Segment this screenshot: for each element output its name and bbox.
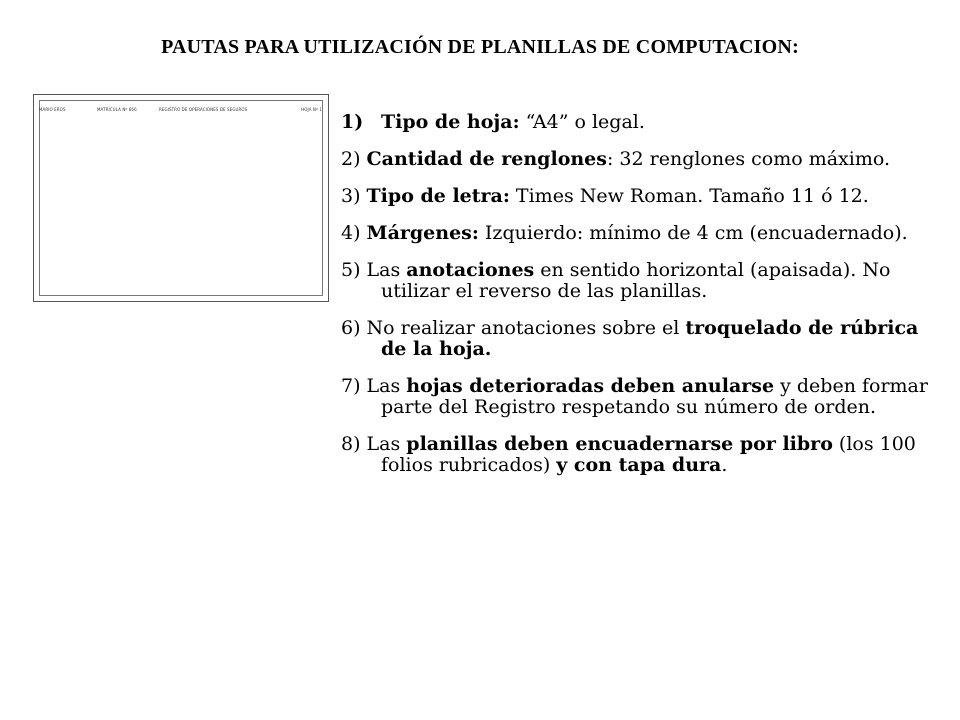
sheet-header-hoja: HOJA Nº 1 [301,107,322,112]
sheet-inner-border [39,100,323,296]
sheet-header [39,107,322,115]
page-title: PAUTAS PARA UTILIZACIÓN DE PLANILLAS DE COMPUTACION: [161,36,799,58]
sample-sheet-image [33,94,329,302]
guideline-item-6: 6) No realizar anotaciones sobre el troquelado de rúbrica de la hoja. [341,317,919,360]
guideline-item-2: 2) Cantidad de renglones: 32 renglones como máximo. [341,148,891,170]
guideline-item-3: 3) Tipo de letra: Times New Roman. Tamaño 11 ó 12. [341,185,869,207]
guidelines-list [341,112,941,492]
guideline-item-4: 4) Márgenes: Izquierdo: mínimo de 4 cm (encuadernado). [341,222,908,244]
guideline-item-8: 8) Las planillas deben encuadernarse por libro (los 100 folios rubricados) y con tapa dura. [341,433,916,476]
guideline-item-7: 7) Las hojas deterioradas deben anularse y deben formar parte del Registro respetando su número de orden. [341,375,928,418]
sheet-header-registro: REGISTRO DE OPERACIONES DE SEGUROS [159,107,248,112]
sheet-header-name: MARIO EROS [39,107,66,112]
sheet-header-matricula: MATRICULA Nº 666 [97,107,137,112]
guideline-item-5: 5) Las anotaciones en sentido horizontal (apaisada). No utilizar el reverso de las planillas. [341,259,891,302]
guideline-item-1: 1) Tipo de hoja: “A4” o legal. [341,111,645,133]
